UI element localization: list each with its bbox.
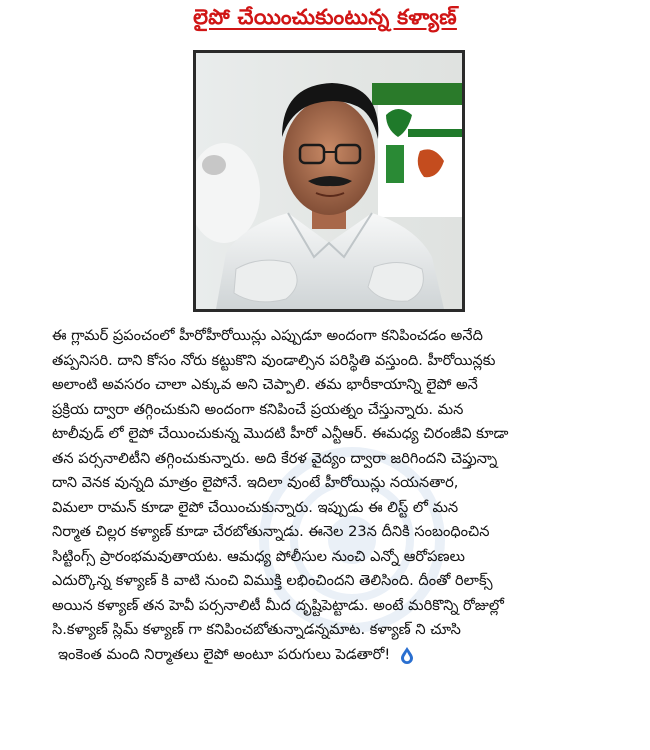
article-line: దాని వెనక వున్నది మాత్రం లైపోనే. ఇదిలా వుంటే హీరోయిన్లు నయనతార, [52,474,459,491]
article-photo-frame [193,50,465,312]
article-line: ప్రక్రియ ద్వారా తగ్గించుకుని అందంగా కనిపించే ప్రయత్నం చేస్తున్నారు. మన [52,400,464,418]
article-line: ఎదుర్కొన్న కళ్యాణ్ కి వాటి నుంచి విముక్తి లభించిందని తెలిసింది. దీంతో రిలాక్స్ [52,572,493,589]
article-line: అలాంటి అవసరం చాలా ఎక్కువ అని చెప్పాలి. తమ భారీకాయాన్ని లైపో అనే [52,376,478,393]
article-line: అయిన కళ్యాణ్ తన హెవీ పర్సనాలిటీ మీద దృష్టిపెట్టాడు. అంటే మరికొన్ని రోజుల్లో [52,596,504,614]
drop-logo-icon [399,646,415,664]
article-body [52,324,612,667]
article-line: సిట్టింగ్స్ ప్రారంభమవుతాయట. ఆమధ్య పోలీసుల నుంచి ఎన్నో ఆరోపణలు [52,547,465,565]
article-photo [196,53,462,309]
article-line: ఇంకెంత మంది నిర్మాతలు లైపో అంటూ పరుగులు పెడతారో! [58,645,391,663]
article-line: తన పర్సనాలిటీని తగ్గించుకున్నారు. అది కేరళ వైద్యం ద్వారా జరిగిందని చెప్తున్నా [52,449,498,467]
article-line: టాలీవుడ్ లో లైపో చేయించుకున్న మొదటి హీరో ఎన్టీఆర్. ఈమధ్య చిరంజీవి కూడా [52,425,509,442]
article-line: నిర్మాత చిల్లర కళ్యాణ్ కూడా చేరబోతున్నాడు. ఈనెల 23న దీనికి సంబంధించిన [52,523,490,540]
article-line: విమలా రామన్ కూడా లైపో చేయించుకున్నారు. ఇప్పుడు ఈ లిస్ట్ లో మన [52,498,459,516]
article-line: ఈ గ్లామర్ ప్రపంచంలో హీరోహీరోయిన్లు ఎప్పుడూ అందంగా కనిపించడం అనేది [52,327,483,344]
article-line: తప్పనిసరి. దాని కోసం నోరు కట్టుకొని వుండాల్సిన పరిస్థితి వస్తుంది. హీరోయిన్లకు [52,351,496,369]
title-bar [0,2,650,38]
article-last-line [52,643,612,668]
article-title: లైపో చేయించుకుంటున్న కళ్యాణ్ [193,5,457,29]
article-line: సి.కళ్యాణ్ స్లిమ్ కళ్యాణ్ గా కనిపించబోతున్నాడన్నమాట. కళ్యాణ్ ని చూసి [52,621,461,638]
